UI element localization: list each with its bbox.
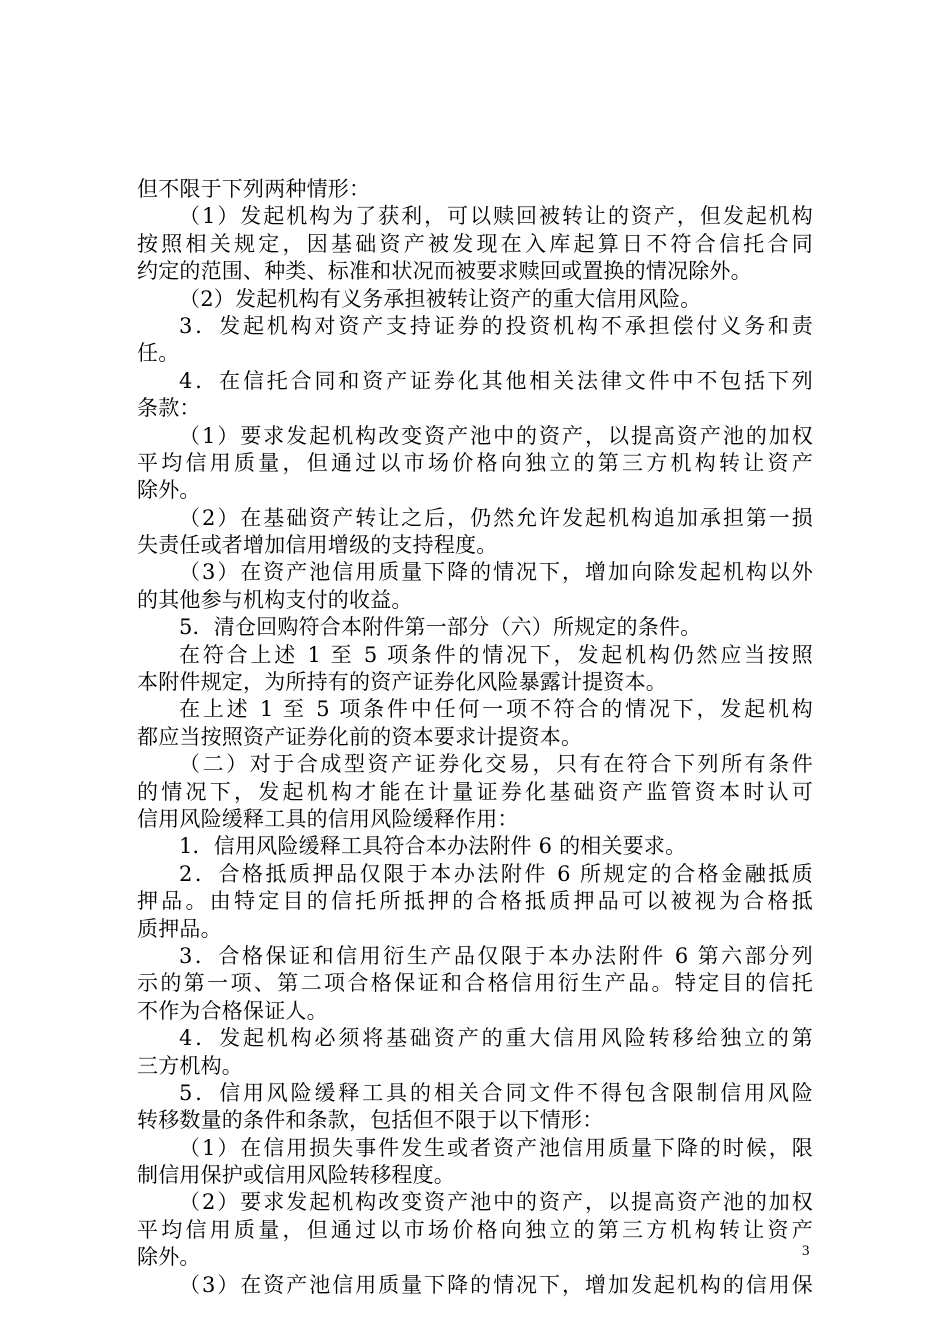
text-line: 都应当按照资产证券化前的资本要求计提资本。: [137, 724, 583, 749]
text-line: 5．信用风险缓释工具的相关合同文件不得包含限制信用风险: [179, 1080, 813, 1105]
page-number: 3: [802, 1243, 810, 1259]
text-line: 3．发起机构对资产支持证券的投资机构不承担偿付义务和责: [179, 313, 813, 338]
text-line: 失责任或者增加信用增级的支持程度。: [137, 533, 498, 558]
text-line: 除外。: [137, 1245, 201, 1270]
text-line: 本附件规定，为所持有的资产证券化风险暴露计提资本。: [137, 670, 667, 695]
text-line: 的其他参与机构支付的收益。: [137, 587, 413, 612]
text-line: 条款：: [137, 396, 201, 421]
text-line: 2．合格抵质押品仅限于本办法附件 6 所规定的合格金融抵质: [179, 861, 813, 886]
text-line: 除外。: [137, 478, 201, 503]
text-line: 不作为合格保证人。: [137, 998, 328, 1023]
text-line: （1）发起机构为了获利，可以赎回被转让的资产，但发起机构: [179, 204, 813, 229]
text-line: （1）要求发起机构改变资产池中的资产，以提高资产池的加权: [179, 423, 813, 448]
text-line: 转移数量的条件和条款，包括但不限于以下情形：: [137, 1108, 604, 1133]
text-line: 质押品。: [137, 916, 222, 941]
text-line: 4．发起机构必须将基础资产的重大信用风险转移给独立的第: [179, 1026, 813, 1051]
text-line: 按照相关规定，因基础资产被发现在入库起算日不符合信托合同: [137, 231, 813, 256]
text-line: 在符合上述 1 至 5 项条件的情况下，发起机构仍然应当按照: [179, 642, 813, 667]
text-line: 1．信用风险缓释工具符合本办法附件 6 的相关要求。: [179, 834, 687, 859]
text-line: 在上述 1 至 5 项条件中任何一项不符合的情况下，发起机构: [179, 697, 813, 722]
text-line: 平均信用质量，但通过以市场价格向独立的第三方机构转让资产: [137, 1217, 813, 1242]
text-line: （1）在信用损失事件发生或者资产池信用质量下降的时候，限: [179, 1135, 813, 1160]
text-line: 5．清仓回购符合本附件第一部分（六）所规定的条件。: [179, 615, 702, 640]
text-line: 三方机构。: [137, 1053, 243, 1078]
text-line: 的情况下，发起机构才能在计量证券化基础资产监管资本时认可: [137, 779, 813, 804]
text-line: 平均信用质量，但通过以市场价格向独立的第三方机构转让资产: [137, 450, 813, 475]
text-line: 约定的范围、种类、标准和状况而被要求赎回或置换的情况除外。: [137, 259, 752, 284]
text-line: （3）在资产池信用质量下降的情况下，增加发起机构的信用保: [179, 1272, 813, 1297]
text-line: 3．合格保证和信用衍生产品仅限于本办法附件 6 第六部分列: [179, 943, 813, 968]
text-line: 制信用保护或信用风险转移程度。: [137, 1163, 455, 1188]
text-line: 任。: [137, 341, 180, 366]
text-line: （2）要求发起机构改变资产池中的资产，以提高资产池的加权: [179, 1190, 813, 1215]
text-line: 押品。由特定目的信托所抵押的合格抵质押品可以被视为合格抵: [137, 889, 813, 914]
text-line: （二）对于合成型资产证券化交易，只有在符合下列所有条件: [179, 752, 813, 777]
text-line: 示的第一项、第二项合格保证和合格信用衍生产品。特定目的信托: [137, 971, 813, 996]
document-body: [137, 176, 813, 1299]
text-line: 4．在信托合同和资产证券化其他相关法律文件中不包括下列: [179, 368, 813, 393]
text-line: （2）发起机构有义务承担被转让资产的重大信用风险。: [179, 286, 702, 311]
text-line: 信用风险缓释工具的信用风险缓释作用：: [137, 806, 519, 831]
text-line: （2）在基础资产转让之后，仍然允许发起机构追加承担第一损: [179, 505, 813, 530]
text-line: 但不限于下列两种情形：: [137, 177, 371, 201]
text-line: （3）在资产池信用质量下降的情况下，增加向除发起机构以外: [179, 560, 813, 585]
